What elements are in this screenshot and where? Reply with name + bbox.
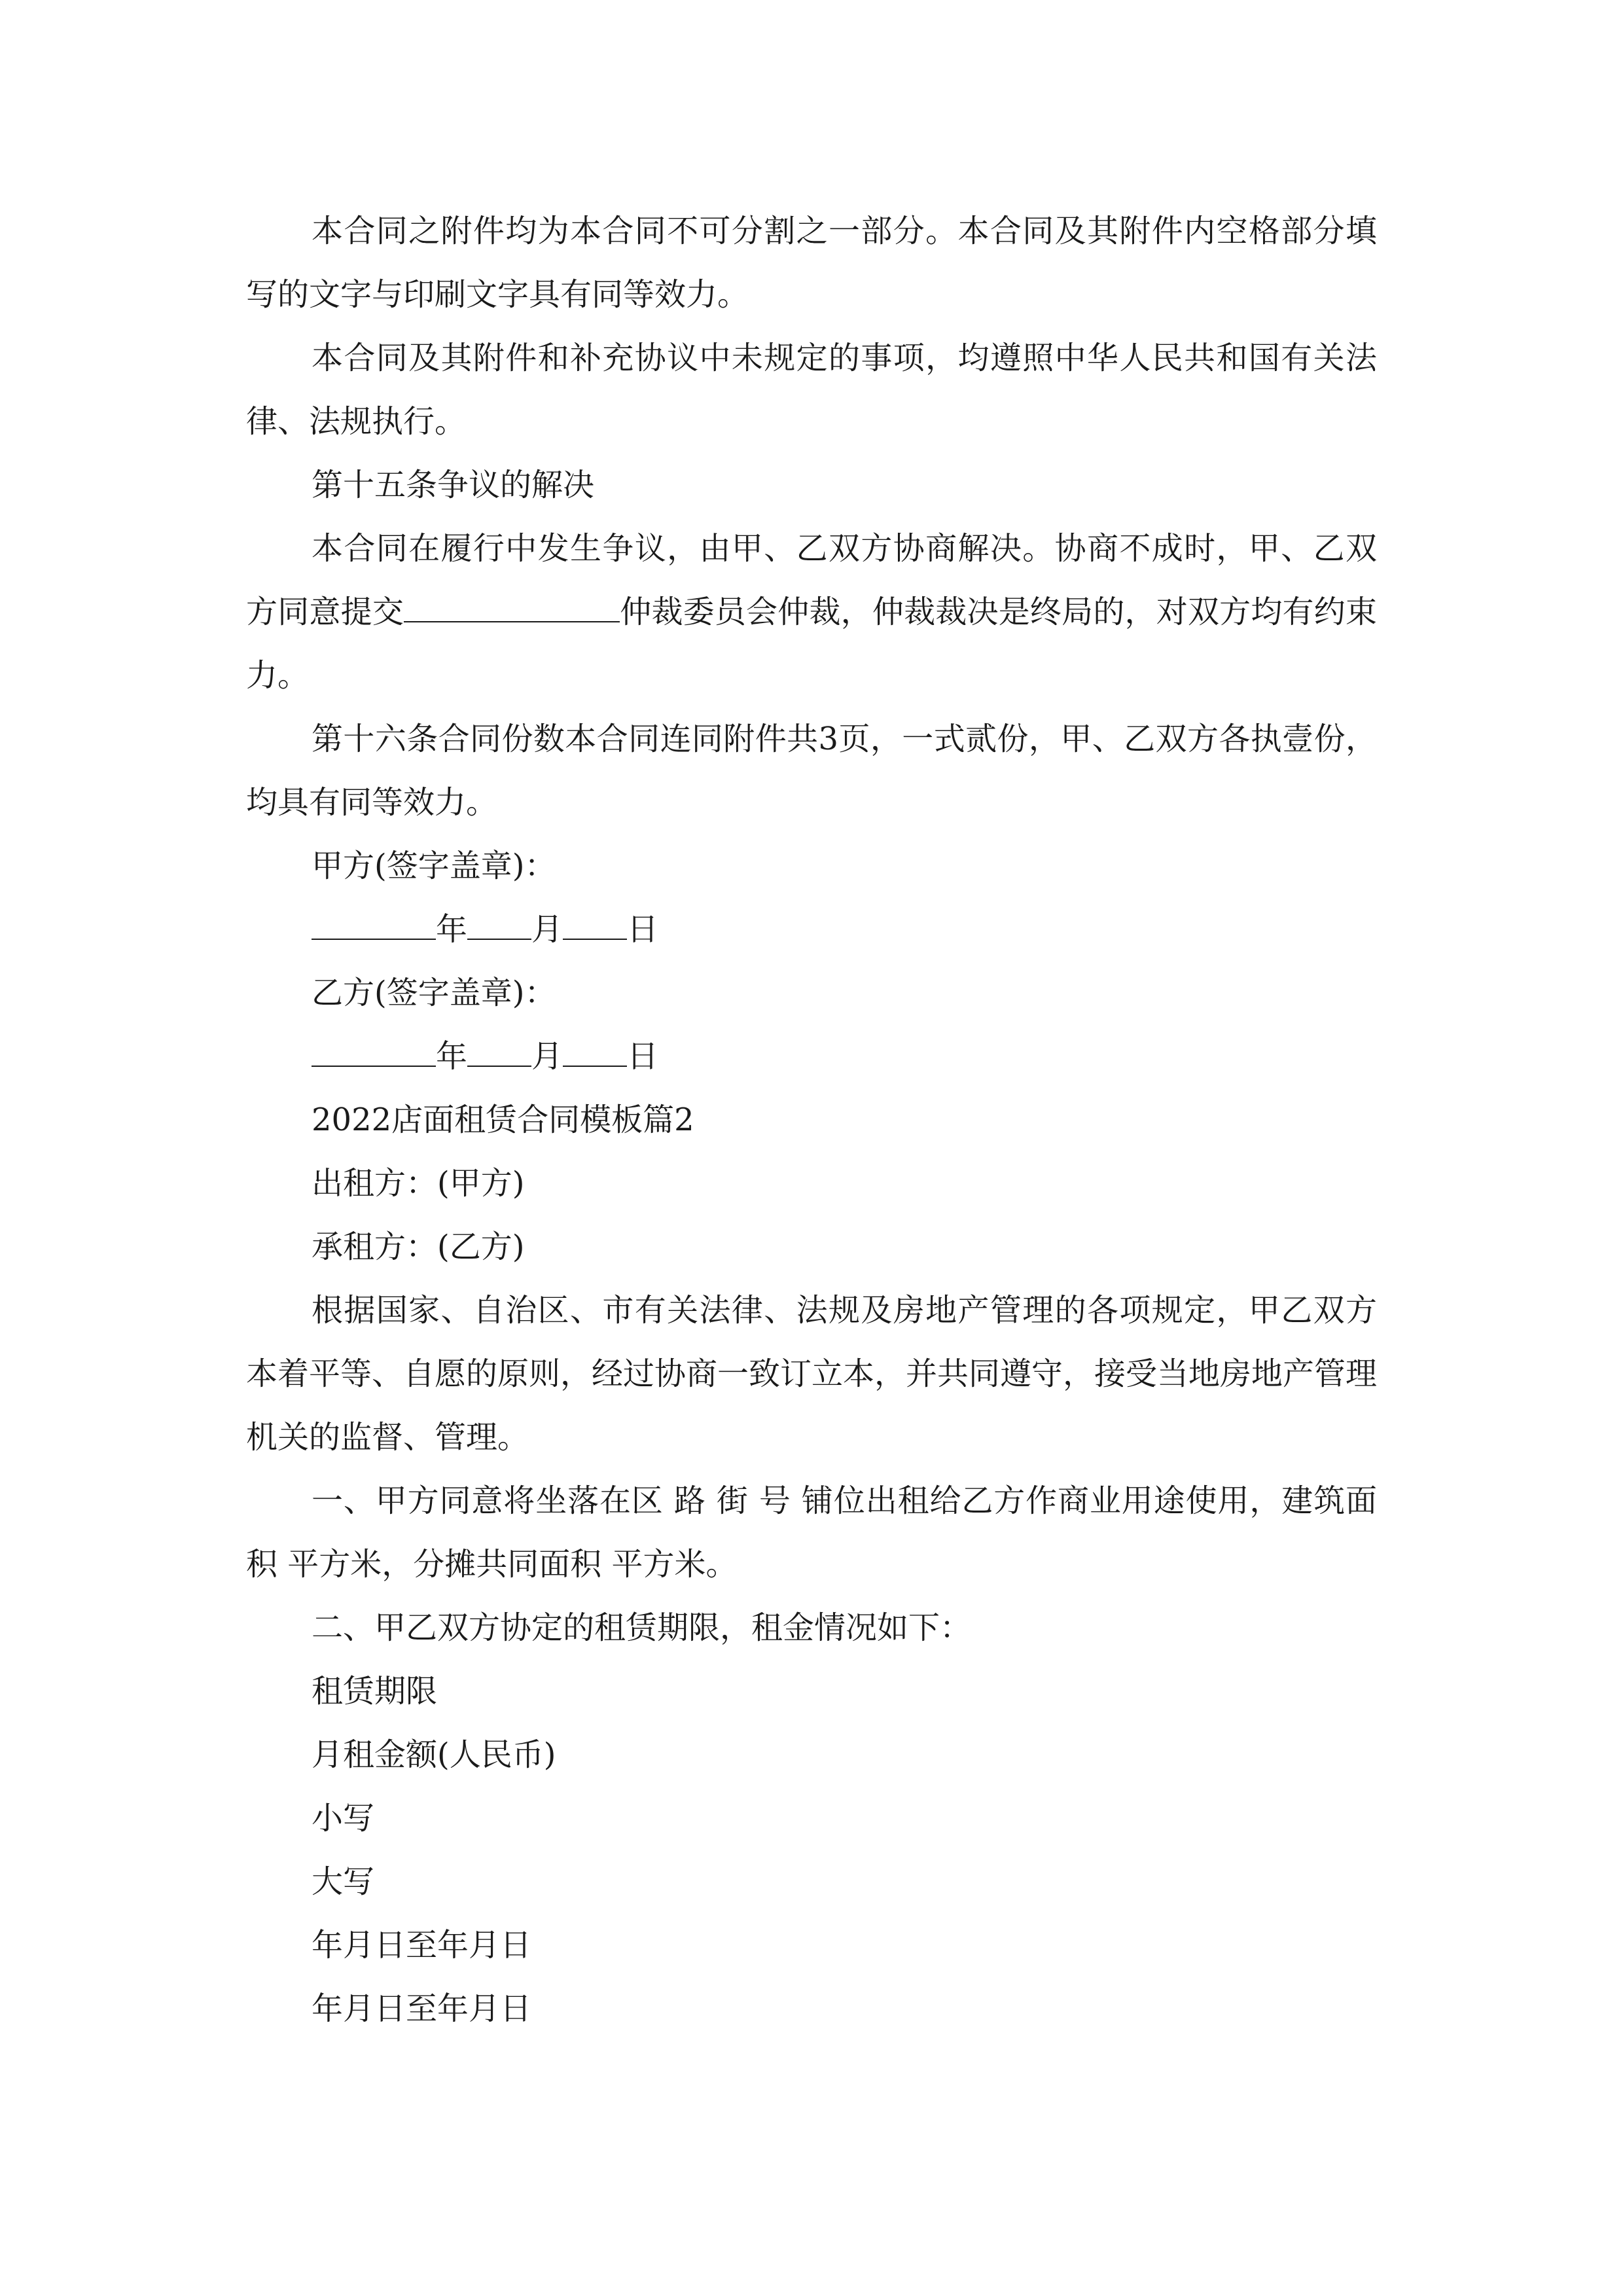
monthly-rent-label: 月租金额(人民币) bbox=[312, 1736, 556, 1773]
lease-period-2: 年月日至年月日 bbox=[312, 1990, 532, 2027]
lease-period-1: 年月日至年月日 bbox=[312, 1927, 532, 1964]
month-label: 月 bbox=[531, 911, 563, 948]
party-b-signature: 乙方(签字盖章)： bbox=[312, 975, 556, 1011]
arbitration-blank bbox=[404, 595, 620, 622]
party-a-signature: 甲方(签字盖章)： bbox=[312, 848, 556, 884]
day-blank bbox=[563, 912, 627, 940]
paragraph-applicable-law: 本合同及其附件和补充协议中未规定的事项，均遵照中华人民共和国有关法律、法规执行。 bbox=[246, 340, 1377, 440]
day-label: 日 bbox=[627, 1038, 659, 1075]
lowercase-label: 小写 bbox=[312, 1800, 375, 1837]
paragraph-regulations: 根据国家、自治区、市有关法律、法规及房地产管理的各项规定，甲乙双方本着平等、自愿的原则，经过协商一致订立本，并共同遵守，接受当地房地产管理机关的监督、管理。 bbox=[246, 1292, 1378, 1456]
heading-article-15: 第十五条争议的解决 bbox=[312, 467, 595, 503]
paragraph-attachments: 本合同之附件均为本合同不可分割之一部分。本合同及其附件内空格部分填写的文字与印刷文字具有同等效力。 bbox=[246, 213, 1377, 313]
month-blank bbox=[467, 912, 531, 940]
year-label: 年 bbox=[436, 1038, 468, 1075]
paragraph-article-16: 第十六条合同份数本合同连同附件共3页，一式贰份，甲、乙双方各执壹份，均具有同等效力。 bbox=[246, 721, 1377, 821]
month-blank bbox=[467, 1039, 531, 1067]
dispute-text-after: 仲裁委员会仲裁，仲裁裁决是终局的，对双方均有约束力。 bbox=[246, 594, 1377, 694]
day-label: 日 bbox=[627, 911, 659, 948]
uppercase-label: 大写 bbox=[312, 1863, 375, 1900]
dispute-text-before: 本合同在履行中发生争议，由甲、乙双方协商解决。协商不成时，甲、乙双方同意提交 bbox=[246, 530, 1377, 630]
lessor-line: 出租方：(甲方) bbox=[312, 1165, 525, 1202]
year-blank bbox=[312, 912, 436, 940]
paragraph-dispute bbox=[246, 517, 1377, 708]
paragraph-lease-terms: 二、甲乙双方协定的租赁期限，租金情况如下： bbox=[312, 1609, 972, 1646]
year-blank bbox=[312, 1039, 436, 1067]
year-label: 年 bbox=[436, 911, 468, 948]
day-blank bbox=[563, 1039, 627, 1067]
lessee-line: 承租方：(乙方) bbox=[312, 1229, 525, 1265]
party-a-date-row bbox=[246, 898, 1377, 961]
month-label: 月 bbox=[531, 1038, 563, 1075]
party-b-date-row bbox=[246, 1025, 1377, 1088]
section-2-title: 2022店面租赁合同模板篇2 bbox=[312, 1102, 694, 1138]
paragraph-premises: 一、甲方同意将坐落在区 路 街 号 铺位出租给乙方作商业用途使用，建筑面积 平方米，分摊共同面积 平方米。 bbox=[246, 1482, 1377, 1583]
document-page bbox=[246, 200, 1377, 2041]
lease-term-label: 租赁期限 bbox=[312, 1673, 438, 1710]
